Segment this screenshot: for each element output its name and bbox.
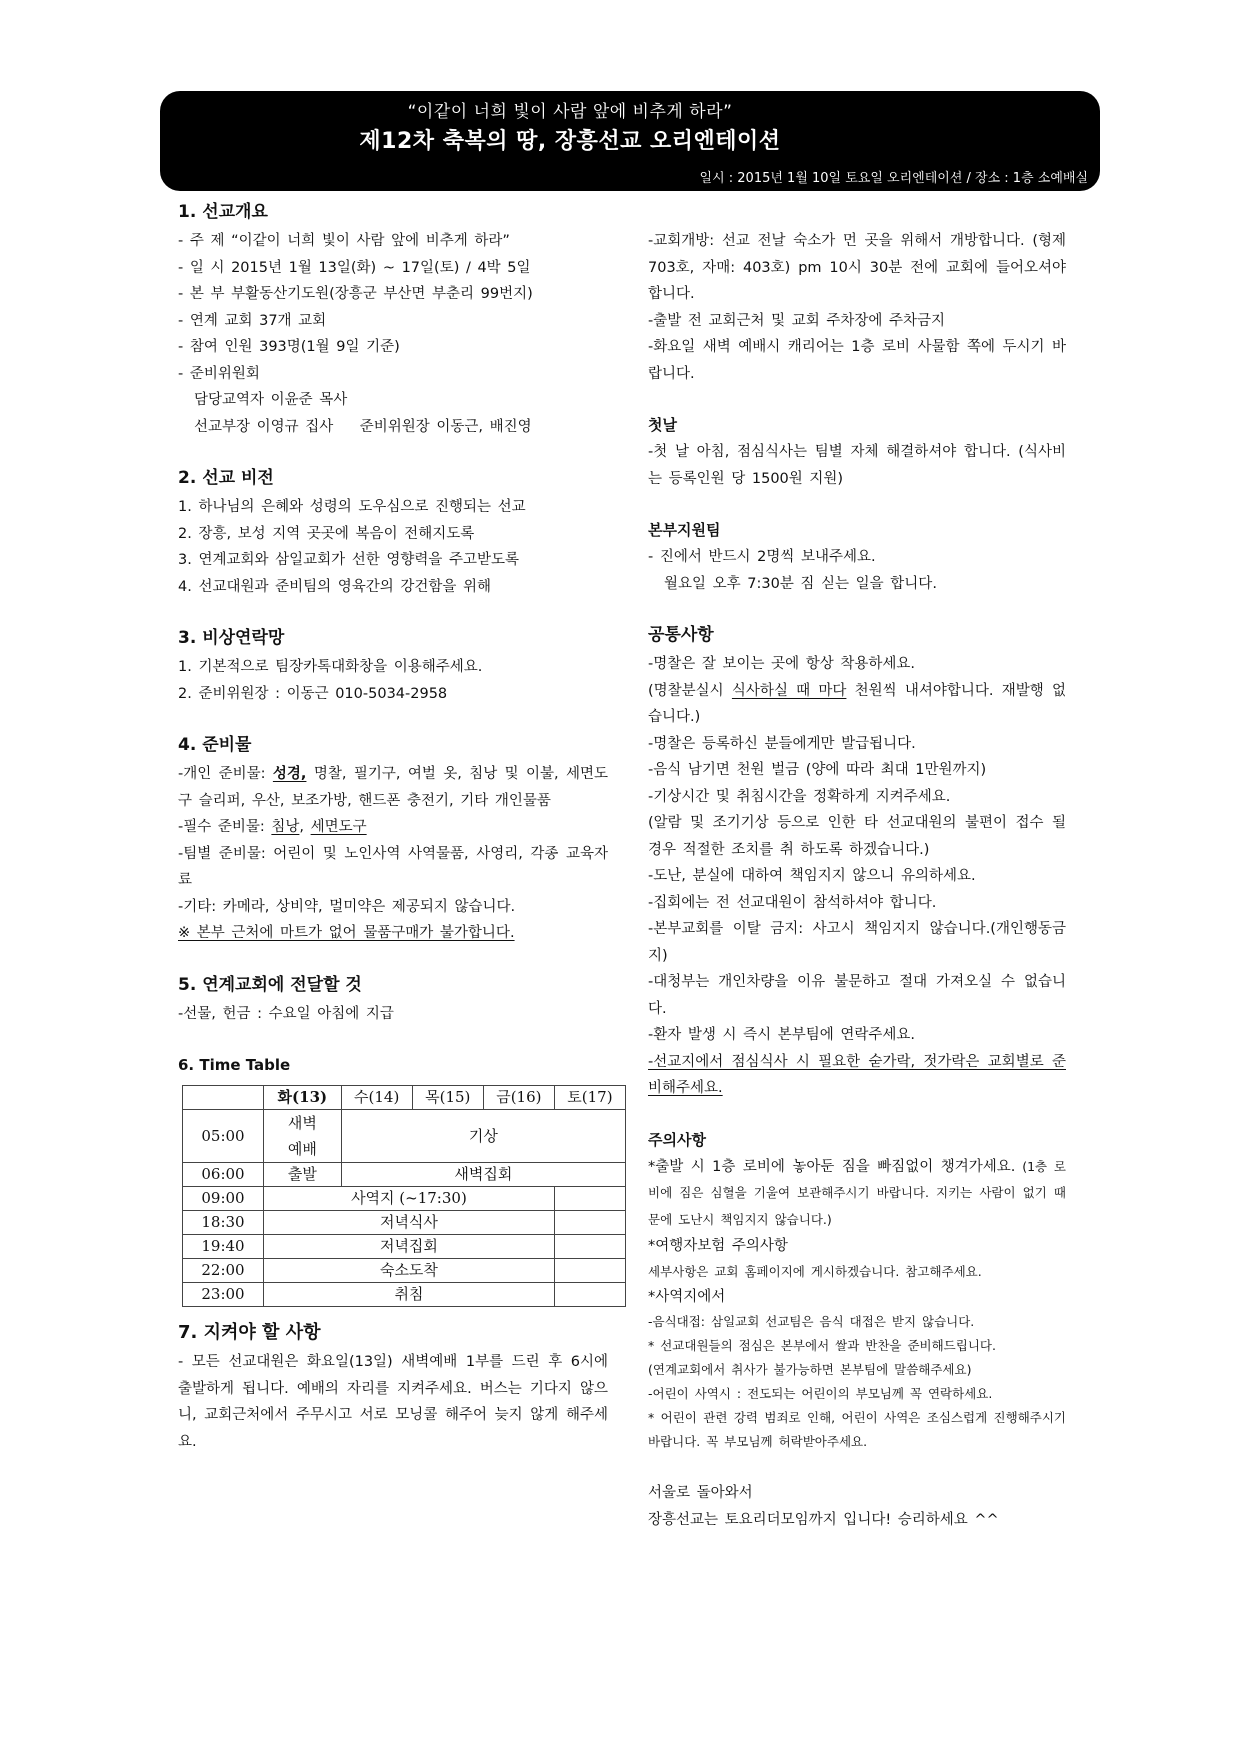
common-rules-title: 공통사항 xyxy=(648,625,714,645)
left-column xyxy=(178,200,613,1455)
carrier-note: -화요일 새벽 예배시 캐리어는 1층 로비 사물함 쪽에 두시기 바랍니다. xyxy=(648,339,1066,382)
closing-line: 장흥선교는 토요리더모임까지 입니다! 승리하세요 ^^ xyxy=(648,1511,999,1528)
day-header: 목(15) xyxy=(412,1086,483,1110)
required-supplies-label: -필수 준비물: xyxy=(178,819,272,835)
committee-line: 담당교역자 이윤준 목사 xyxy=(194,392,348,408)
section-1-title: 1. 선교개요 xyxy=(178,202,268,222)
common-rule: -명찰은 잘 보이는 곳에 항상 착용하세요. xyxy=(648,656,915,672)
caution-item: *사역지에서 xyxy=(648,1288,726,1305)
caution-detail: (연계교회에서 취사가 불가능하면 본부팀에 말씀해주세요) xyxy=(648,1362,972,1377)
caution-detail: (1층 로비에 짐은 심혈을 기울여 보관해주시기 바랍니다. 지키는 사람이 없기 때문에 도난시 책임지지 않습니다.) xyxy=(648,1158,1066,1227)
table-row xyxy=(183,1211,626,1235)
time-cell: 22:00 xyxy=(183,1259,264,1283)
rule-text: 천원씩 내셔야합니다. 재발행 없습니다.) xyxy=(648,682,1066,725)
common-rule: (알람 및 조기기상 등으로 인한 타 선교대원의 불편이 접수 될 경우 적절한 조치를 취 하도록 하겠습니다.) xyxy=(648,815,1066,858)
header-motto: “이같이 너희 빛이 사람 앞에 비추게 하라” xyxy=(407,102,733,122)
first-day-note: -첫 날 아침, 점심식사는 팀별 자체 해결하셔야 합니다. (식사비는 등록인원 당 1500원 지원) xyxy=(648,444,1066,487)
table-row xyxy=(183,1187,626,1211)
vision-item: 4. 선교대원과 준비팀의 영육간의 강건함을 위해 xyxy=(178,578,492,595)
schedule-cell: 숙소도착 xyxy=(264,1259,555,1283)
empty-cell xyxy=(554,1211,625,1235)
common-rule xyxy=(648,678,1066,731)
schedule-cell: 기상 xyxy=(341,1110,625,1163)
time-cell: 19:40 xyxy=(183,1235,264,1259)
other-supplies: -기타: 카메라, 상비약, 멀미약은 제공되지 않습니다. xyxy=(178,898,516,915)
schedule-cell: 취침 xyxy=(264,1283,555,1307)
vision-item: 3. 연계교회와 삼일교회가 선한 영향력을 주고받도록 xyxy=(178,552,520,568)
required-item: 세면도구 xyxy=(310,819,367,835)
time-cell: 05:00 xyxy=(183,1110,264,1163)
support-team-note: 월요일 오후 7:30분 짐 싣는 일을 합니다. xyxy=(664,575,937,592)
support-team-title: 본부지원팀 xyxy=(648,521,721,539)
table-row xyxy=(183,1235,626,1259)
schedule-text: 새벽 xyxy=(287,1114,317,1132)
day-header: 금(16) xyxy=(483,1086,554,1110)
schedule-cell xyxy=(264,1110,342,1163)
time-cell: 06:00 xyxy=(183,1163,264,1187)
overview-line: - 본 부 부활동산기도원(장흥군 부산면 부춘리 99번지) xyxy=(178,286,533,302)
common-rule: -음식 남기면 천원 벌금 (양에 따라 최대 1만원까지) xyxy=(648,762,987,778)
time-cell: 09:00 xyxy=(183,1187,264,1211)
caution-detail: -음식대접: 삼일교회 선교팀은 음식 대접은 받지 않습니다. xyxy=(648,1314,975,1329)
section-5-title: 5. 연계교회에 전달할 것 xyxy=(178,974,362,995)
table-header-row xyxy=(183,1086,626,1110)
table-row xyxy=(183,1163,626,1187)
common-rule: -명찰은 등록하신 분들에게만 발급됩니다. xyxy=(648,735,916,752)
caution-detail: * 어린이 관련 강력 범죄로 인해, 어린이 사역은 조심스럽게 진행해주시기 바랍니다. 꼭 부모님께 허락받아주세요. xyxy=(648,1410,1066,1449)
section-7-title: 7. 지켜야 할 사항 xyxy=(178,1322,321,1343)
vision-item: 1. 하나님의 은혜와 성령의 도우심으로 진행되는 선교 xyxy=(178,499,526,515)
overview-line: - 연계 교회 37개 교회 xyxy=(178,312,327,329)
table-corner xyxy=(183,1086,264,1110)
personal-supplies-label: -개인 준비물: xyxy=(178,766,273,782)
personal-supplies xyxy=(178,761,608,814)
required-supplies xyxy=(178,814,608,841)
delivery-note: -선물, 헌금 : 수요일 아침에 지급 xyxy=(178,1005,394,1022)
empty-cell xyxy=(554,1259,625,1283)
day-header: 토(17) xyxy=(554,1086,625,1110)
section-2-title: 2. 선교 비전 xyxy=(178,468,274,488)
section-6-title: 6. Time Table xyxy=(178,1056,291,1074)
common-rule: -기상시간 및 취침시간을 정확하게 지켜주세요. xyxy=(648,788,951,805)
caution-detail: -어린이 사역시 : 전도되는 어린이의 부모님께 꼭 연락하세요. xyxy=(648,1386,993,1401)
empty-cell xyxy=(554,1283,625,1307)
overview-line: - 준비위원회 xyxy=(178,365,260,382)
time-cell: 18:30 xyxy=(183,1211,264,1235)
vision-item: 2. 장흥, 보성 지역 곳곳에 복음이 전해지도록 xyxy=(178,525,475,542)
support-team-note: - 진에서 반드시 2명씩 보내주세요. xyxy=(648,549,876,565)
schedule-cell: 저녁집회 xyxy=(264,1235,555,1259)
caution-detail: * 선교대원들의 점심은 본부에서 쌀과 반찬을 준비해드립니다. xyxy=(648,1338,996,1353)
caution-item xyxy=(648,1154,1066,1234)
common-rule: -환자 발생 시 즉시 본부팀에 연락주세요. xyxy=(648,1027,915,1043)
required-item: 침낭 xyxy=(271,819,300,835)
table-row xyxy=(183,1110,626,1163)
common-rule: -집회에는 전 선교대원이 참석하셔야 합니다. xyxy=(648,894,937,911)
committee-line: 선교부장 이영규 집사 준비위원장 이동근, 배진영 xyxy=(194,418,532,435)
rule-emphasis: 식사하실 때 마다 xyxy=(731,682,847,699)
common-rule: -본부교회를 이탈 금지: 사고시 책임지지 않습니다.(개인행동금지) xyxy=(648,921,1066,964)
schedule-text: 예배 xyxy=(287,1140,317,1158)
church-open-note: -교회개방: 선교 전날 숙소가 먼 곳을 위해서 개방합니다. (형제 703호, 자매: 403호) pm 10시 30분 전에 교회에 들어오셔야 합니다. xyxy=(648,233,1066,302)
contact-item: 1. 기본적으로 팀장카톡대화창을 이용해주세요. xyxy=(178,659,483,675)
page-title: 제12차 축복의 땅, 장흥선교 오리엔테이션 xyxy=(359,129,781,154)
time-table xyxy=(182,1085,626,1307)
schedule-cell: 출발 xyxy=(264,1163,342,1187)
personal-supplies-list: 명찰, 필기구, 여벌 옷, 침낭 및 이불, 세면도구 슬리퍼, 우산, 보조가방, 핸드폰 충전기, 기타 개인물품 xyxy=(178,766,608,809)
closing-line: 서울로 돌아와서 xyxy=(648,1485,753,1501)
table-row xyxy=(183,1259,626,1283)
caution-title: 주의사항 xyxy=(648,1130,706,1149)
overview-line: - 참여 인원 393명(1월 9일 기준) xyxy=(178,339,400,355)
schedule-cell: 새벽집회 xyxy=(341,1163,625,1187)
rule-text: (명찰분실시 xyxy=(648,682,732,699)
contact-item: 2. 준비위원장 : 이동근 010-5034-2958 xyxy=(178,685,448,702)
time-cell: 23:00 xyxy=(183,1283,264,1307)
common-rule: -선교지에서 점심식사 시 필요한 숟가락, 젓가락은 교회별로 준비해주세요. xyxy=(648,1053,1066,1096)
document-header xyxy=(160,91,1100,191)
common-rule: -대청부는 개인차량을 이유 불문하고 절대 가져오실 수 없습니다. xyxy=(648,974,1066,1017)
schedule-cell: 저녁식사 xyxy=(264,1211,555,1235)
common-rule: -도난, 분실에 대하여 책임지지 않으니 유의하세요. xyxy=(648,868,976,884)
overview-line: - 일 시 2015년 1월 13일(화) ~ 17일(토) / 4박 5일 xyxy=(178,259,531,276)
parking-note: -출발 전 교회근처 및 교회 주차장에 주차금지 xyxy=(648,312,946,329)
day-header: 화(13) xyxy=(264,1086,342,1110)
section-3-title: 3. 비상연락망 xyxy=(178,628,285,648)
team-supplies: -팀별 준비물: 어린이 및 노인사역 사역물품, 사영리, 각종 교육자료 xyxy=(178,845,608,888)
day-header: 수(14) xyxy=(341,1086,412,1110)
empty-cell xyxy=(554,1235,625,1259)
overview-line: - 주 제 “이같이 너희 빛이 사람 앞에 비추게 하라” xyxy=(178,233,510,249)
empty-cell xyxy=(554,1187,625,1211)
bible-emphasis: 성경, xyxy=(272,766,307,782)
caution-item: *여행자보험 주의사항 xyxy=(648,1238,788,1254)
header-meta: 일시 : 2015년 1월 10일 토요일 오리엔테이션 / 장소 : 1층 소예배실 xyxy=(699,171,1088,186)
caution-detail: 세부사항은 교회 홈페이지에 게시하겠습니다. 참고해주세요. xyxy=(648,1263,982,1279)
right-column xyxy=(648,228,1066,1533)
no-store-notice: ※ 본부 근처에 마트가 없어 물품구매가 불가합니다. xyxy=(178,925,515,941)
table-row xyxy=(183,1283,626,1307)
first-day-title: 첫날 xyxy=(648,416,677,434)
section-4-title: 4. 준비물 xyxy=(178,735,252,755)
separator: , xyxy=(299,819,311,835)
schedule-cell: 사역지 (~17:30) xyxy=(264,1187,555,1211)
caution-text: *출발 시 1층 로비에 놓아둔 짐을 빠짐없이 챙겨가세요. xyxy=(648,1158,1016,1175)
rules-text: - 모든 선교대원은 화요일(13일) 새벽예배 1부를 드린 후 6시에 출발하게 됩니다. 예배의 자리를 지켜주세요. 버스는 기다지 않으니, 교회근처에서 주무시고 서로 모닝콜 해주어 늦지 않게 해주세요. xyxy=(178,1354,608,1450)
